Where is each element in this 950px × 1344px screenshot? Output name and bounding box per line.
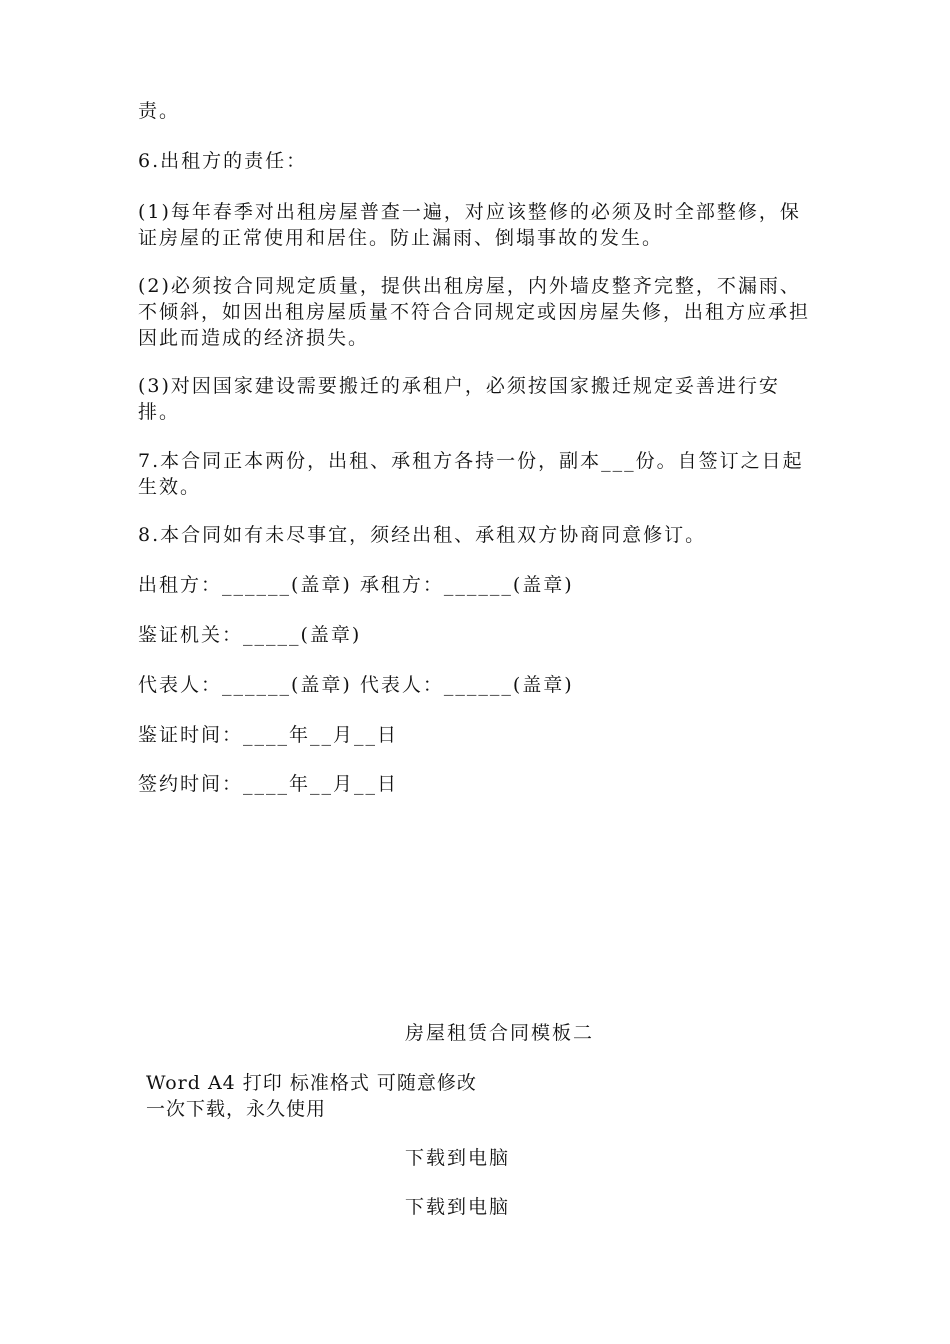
section-8: 8.本合同如有未尽事宜，须经出租、承租双方协商同意修订。 — [138, 524, 707, 546]
verification-date: 鉴证时间：____年__月__日 — [138, 724, 399, 746]
signing-date: 签约时间：____年__月__日 — [138, 773, 399, 795]
clause-6-3: (3)对因国家建设需要搬迁的承租户，必须按国家搬迁规定妥善进行安排。 — [138, 375, 780, 423]
download-to-computer-link[interactable]: 下载到电脑 — [405, 1147, 511, 1169]
signature-parties: 出租方：______(盖章) 承租方：______(盖章) — [138, 574, 574, 596]
download-to-computer-link-2[interactable]: 下载到电脑 — [405, 1196, 511, 1218]
signature-representatives: 代表人：______(盖章) 代表人：______(盖章) — [138, 674, 574, 696]
clause-6-2: (2)必须按合同规定质量，提供出租房屋，内外墙皮整齐完整，不漏雨、不倾斜，如因出租房屋质量不符合合同规定或因房屋失修，出租方应承担因此而造成的经济损失。 — [138, 275, 811, 349]
promo-title: 房屋租赁合同模板二 — [405, 1022, 595, 1044]
clause-6-1: (1)每年春季对出租房屋普查一遍，对应该整修的必须及时全部整修，保证房屋的正常使用和居住。防止漏雨、倒塌事故的发生。 — [138, 201, 801, 249]
paragraph-continuation: 责。 — [138, 100, 181, 122]
promo-features: Word A4 打印 标准格式 可随意修改 — [146, 1072, 477, 1094]
promo-usage-note: 一次下载，永久使用 — [146, 1098, 327, 1120]
section-6-heading: 6.出租方的责任： — [138, 150, 308, 172]
section-7: 7.本合同正本两份，出租、承租方各持一份，副本___份。自签订之日起生效。 — [138, 450, 804, 498]
signature-authority: 鉴证机关：_____(盖章) — [138, 624, 362, 646]
